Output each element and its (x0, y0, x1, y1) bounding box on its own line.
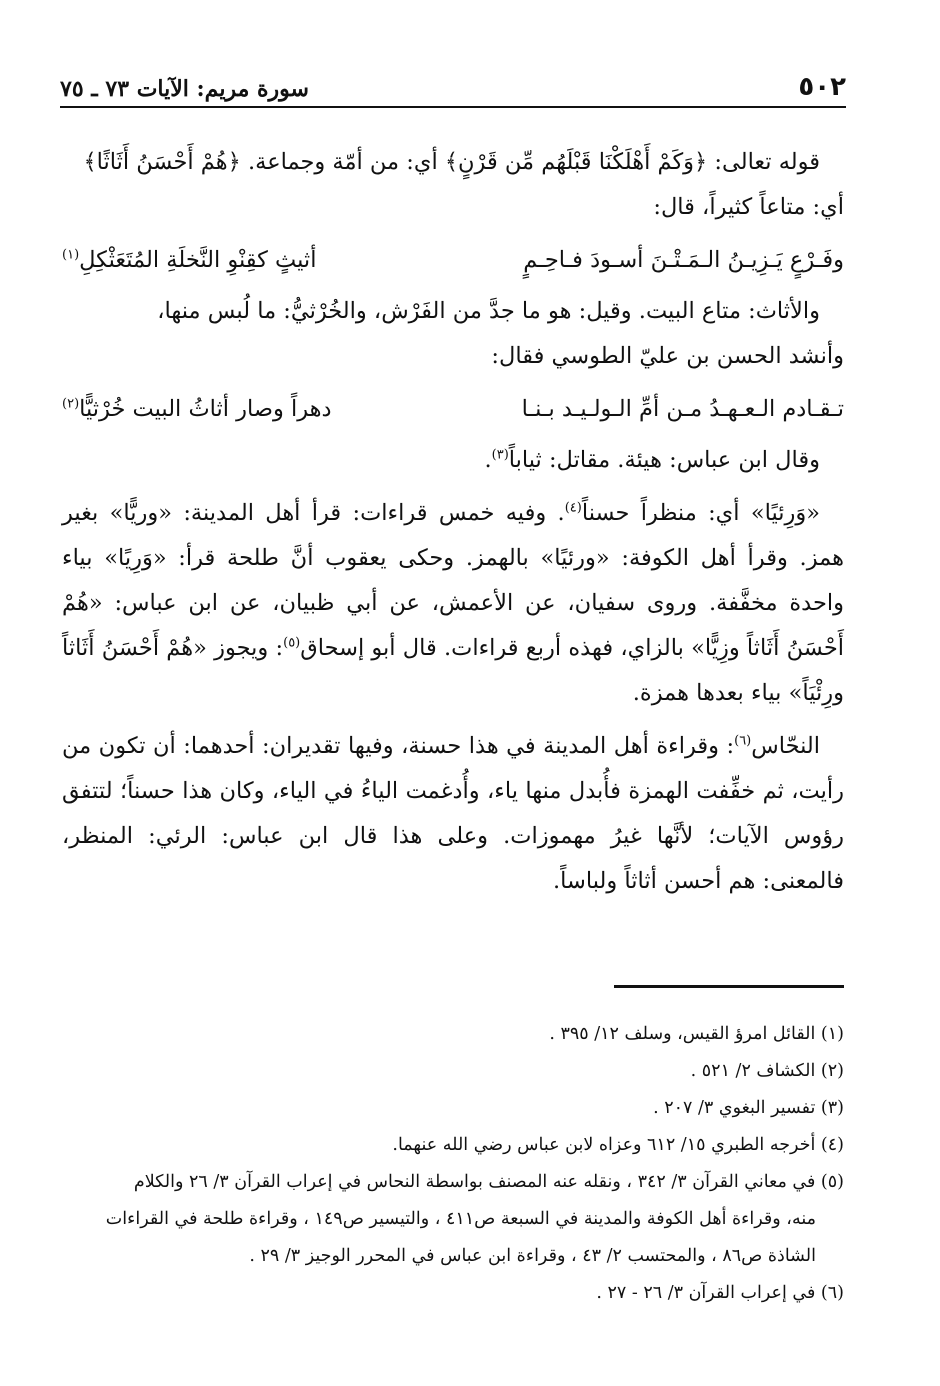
verse-1-second-hemistich (62, 238, 316, 283)
footnote-ref-3: (٣) (491, 447, 509, 463)
paragraph-4-text: . وفيه خمس قراءات: قرأ أهل المدينة: «وريًّا» بغير همز. وقرأ أهل الكوفة: «ورئيًا» بالهمز. وحكى يعقوب أنَّ طلحة قرأ: «وَرِيًا» بياء واحدة مخفَّفة. وروى سفيان، عن الأعمش، عن أبي ظبيان، عن ابن عباس: «هُمْ أَحْسَنُ أَثَاثاً وزِيًّا» بالزاي، فهذه أربع قراءات. قال أبو إسحاق (62, 500, 845, 661)
footnote-ref-4: (٤) (564, 500, 582, 516)
verse-2-second-hemistich-text: دهراً وصار أثاثُ البيت خُرْثيًّا (79, 396, 332, 422)
footnote-4: (٤) أخرجه الطبري ١٥/ ٦١٢ وعزاه لابن عباس رضي الله عنهما. (392, 1135, 844, 1155)
footnote-3: (٣) تفسير البغوي ٣/ ٢٠٧ . (653, 1098, 844, 1118)
paragraph-4 (62, 491, 844, 716)
footnote-ref-6: (٦) (734, 733, 752, 749)
paragraph-4-end: : ويجوز «هُمْ أَحْسَنُ أَثَاثاً ورِئْيَاً» بياء بعدها همزة. (62, 635, 844, 706)
footnote-2: (٢) الكشاف ٢/ ٥٢١ . (690, 1061, 844, 1081)
page-number: ٥٠٢ (798, 72, 846, 102)
footnotes (62, 1016, 844, 1312)
paragraph-3-end: . (484, 447, 492, 473)
paragraph-5-start: النحّاس (751, 733, 820, 759)
main-text (62, 140, 844, 904)
paragraph-5 (62, 724, 844, 904)
paragraph-1-line-1: قوله تعالى: ﴿وَكَمْ أَهْلَكْنَا قَبْلَهُم مِّن قَرْنٍ﴾ أي: من أمّة وجماعة. ﴿هُمْ أَحْسَنُ أَثَاثًا﴾ (83, 149, 820, 175)
paragraph-3 (62, 438, 844, 483)
verse-1-second-hemistich-text: أثيثٍ كقِنْوِ النَّخلَةِ المُتَعَثْكِلِ (79, 247, 317, 273)
footnote-ref-2: (٢) (62, 396, 80, 412)
footnote-5-continued: منه، وقراءة أهل الكوفة والمدينة في السبعة ص٤١١ ، والتيسير ص١٤٩ ، وقراءة طلحة في القراءات (105, 1209, 816, 1229)
poetry-verse-2 (62, 387, 844, 432)
paragraph-4-start: «وَرِئيًا» أي: منظراً حسناً (581, 500, 821, 526)
paragraph-2-line-1: والأثاث: متاع البيت. وقيل: هو ما جدَّ من الفَرْش، والخُرْثيُّ: ما لُبس منها، (157, 298, 820, 324)
verse-2-second-hemistich (62, 387, 332, 432)
verse-2-first-hemistich: تـقـادم الـعـهـدُ مـن أمِّ الـولـيـد بـنـا (521, 396, 844, 422)
paragraph-1-line-2: أي: متاعاً كثيراً، قال: (653, 194, 844, 220)
paragraph-2-line-2: وأنشد الحسن بن عليّ الطوسي فقال: (491, 343, 844, 369)
footnote-5-continued-2: الشاذة ص٨٦ ، والمحتسب ٢/ ٤٣ ، وقراءة ابن عباس في المحرر الوجيز ٣/ ٢٩ . (249, 1246, 816, 1266)
paragraph-5-text: : وقراءة أهل المدينة في هذا حسنة، وفيها تقديران: أحدهما: أن تكون من رأيت، ثم خفِّفت الهمزة فأُبدل منها ياء، وأُدغمت الياءُ في الياء، وكان هذا حسناً؛ لتتفق رؤوس الآيات؛ لأنَّها غيرُ مهموزات. وعلى هذا قال ابن عباس: الرئي: المنظر، فالمعنى: هم أحسن أثاثاً ولباساً. (62, 733, 844, 894)
footnote-ref-5: (٥) (283, 635, 301, 651)
footnote-6: (٦) في إعراب القرآن ٣/ ٢٦ - ٢٧ . (596, 1283, 844, 1303)
running-title: سورة مريم: الآيات ٧٣ ـ ٧٥ (60, 76, 309, 102)
paragraph-3-text: وقال ابن عباس: هيئة. مقاتل: ثياباً (508, 447, 820, 473)
verse-1-first-hemistich: وفَـرْعٍ يَـزِيـنُ الـمَـتْـنَ أسـودَ فـاحِـمٍ (523, 247, 844, 273)
footnote-ref-1: (١) (62, 247, 80, 263)
footnote-5: (٥) في معاني القرآن ٣/ ٣٤٢ ، ونقله عنه المصنف بواسطة النحاس في إعراب القرآن ٣/ ٢٦ والكلام (133, 1172, 844, 1192)
poetry-verse-1 (62, 238, 844, 283)
footnote-separator (614, 985, 844, 988)
page-header (60, 62, 846, 108)
footnote-1: (١) القائل امرؤ القيس، وسلف ١٢/ ٣٩٥ . (549, 1024, 844, 1044)
